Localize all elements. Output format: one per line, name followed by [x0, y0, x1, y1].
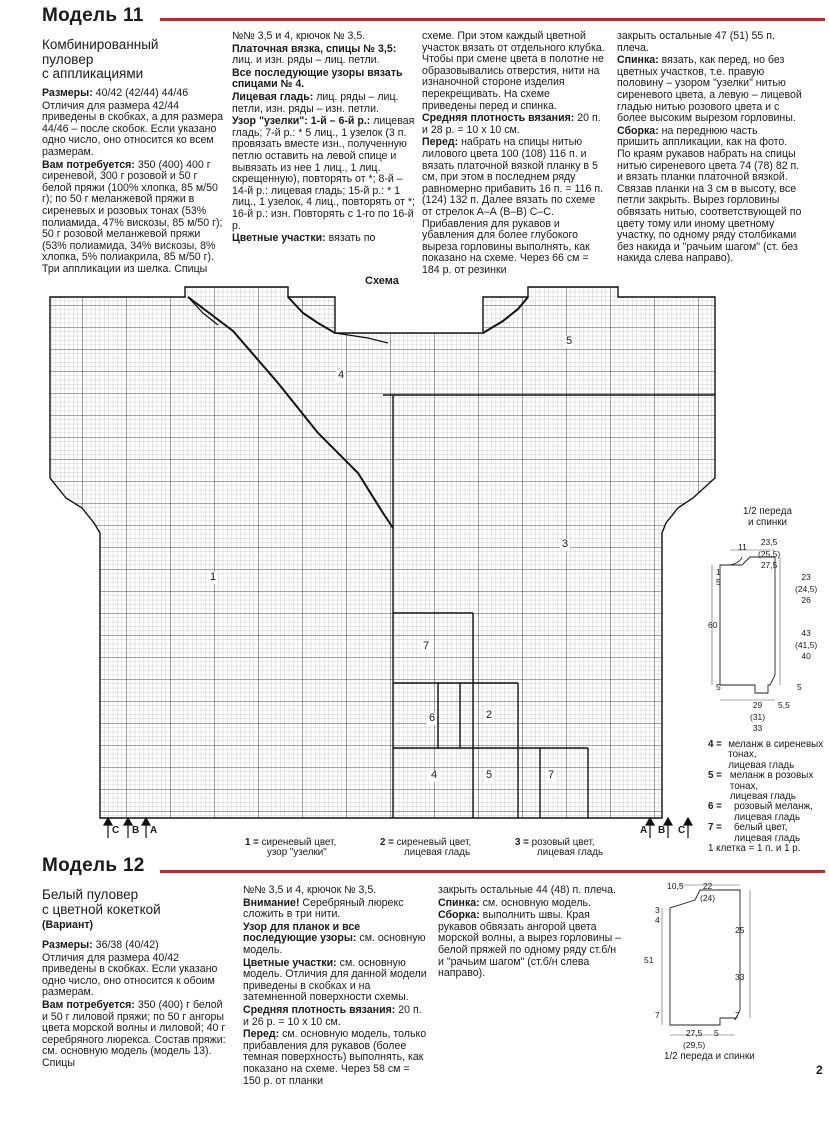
- title-rule-2: [160, 870, 825, 873]
- arrow-label-c-left: C: [112, 825, 120, 836]
- paragraph-text: 20 п. и 26 р. = 10 х 10 см.: [243, 1003, 422, 1028]
- p12-r7: 7: [735, 1010, 740, 1020]
- paragraph-heading: Цветные участки:: [243, 956, 337, 969]
- p11-left-11: 11: [738, 542, 747, 552]
- paragraph: [243, 1029, 428, 1087]
- region-label-4: 4: [338, 369, 345, 381]
- paragraph-heading: Внимание!: [243, 896, 300, 909]
- paragraph-heading: Перед:: [422, 136, 459, 149]
- arrow-label-b-left: B: [132, 825, 140, 836]
- paragraph: [232, 31, 417, 43]
- paragraph-heading: Средняя плотность вязания:: [243, 1003, 396, 1016]
- region-label-2: 2: [486, 709, 493, 721]
- legend-item-2: 2 = сиреневый цвет, лицевая гладь: [380, 837, 472, 859]
- paragraph-text: лиц. ряды – лиц. петли, изн. ряды – изн. петли.: [232, 90, 399, 115]
- paragraph-text: 350 (400) 400 г сиреневой, 300 г розовой и 50 г белой пряжи (100% хлопка, 85 м/50 г); по 50 г меланжевой пряжи в сиреневых и розовых тонах (53% полиамида, 47% вискозы, 85 м/50 г); 50 г розовой меланжевой пряжи (53% полиамида, 34% вискозы, 8% хлопка, 5% полиакрила, 85 м/50 г). Три аппликации из шелка. Спицы: [42, 158, 223, 275]
- model12-col3: [438, 885, 623, 981]
- legend-item-3: 3 = розовый цвет, лицевая гладь: [515, 837, 604, 859]
- region-label-4b: 4: [431, 769, 438, 781]
- model11-col2: [232, 31, 417, 246]
- arrow-label-a-right: A: [640, 825, 648, 836]
- p12-l4: 4: [655, 915, 660, 925]
- paragraph-text: 40/42 (42/44) 44/46: [92, 87, 189, 99]
- paragraph-heading: Вам потребуется:: [42, 158, 135, 171]
- p11-left-5: 5: [716, 577, 721, 587]
- paragraph: [42, 1000, 227, 1070]
- paragraph-heading: Спинка:: [438, 896, 480, 909]
- knitting-chart: [38, 283, 728, 843]
- paragraph: [232, 68, 417, 91]
- paragraph-text: см. основную модель, только прибавления для рукавов (более темная поверхность) выполнять, как показано на схеме. Через 58 см = 150 р. от планки: [243, 1028, 427, 1087]
- paragraph: [617, 126, 802, 265]
- paragraph-text: лиц. и изн. ряды – лиц. петли.: [232, 54, 380, 67]
- pattern11-caption: 1/2 переда и спинки: [743, 506, 792, 528]
- model12-col2: [243, 885, 428, 1088]
- paragraph-text: выполнить швы. Края рукавов обвязать ангорой цвета морской волны, а вырез горловины – белой пряжей по одному ряду ст.б/н и "рачьим шагом" (ст.б/н слева направо).: [438, 909, 622, 980]
- paragraph-text: 20 п. и 28 р. = 10 х 10 см.: [422, 112, 601, 136]
- region-label-3: 3: [562, 538, 569, 550]
- paragraph-heading: Средняя плотность вязания:: [422, 112, 575, 125]
- paragraph-text: Серебряный люрекс сложить в три нити.: [243, 896, 404, 921]
- paragraph-heading: Лицевая гладь:: [232, 90, 314, 103]
- paragraph-text: 36/38 (40/42): [92, 939, 159, 951]
- paragraph: [232, 92, 417, 115]
- arrow-label-a-left: A: [150, 825, 158, 836]
- title-rule: [160, 18, 825, 21]
- paragraph: [243, 898, 428, 921]
- paragraph-heading: Вам потребуется:: [42, 998, 135, 1011]
- paragraph-heading: Сборка:: [438, 909, 480, 922]
- region-label-5: 5: [566, 335, 573, 347]
- paragraph-heading: Узор для планок и все последующие узоры:: [243, 920, 361, 945]
- model12-variant: (Вариант): [42, 919, 94, 931]
- region-label-7b: 7: [548, 769, 555, 781]
- model11-col1: [42, 88, 227, 277]
- paragraph: [243, 1005, 428, 1028]
- model12-col1: [42, 940, 227, 1071]
- paragraph: [617, 55, 802, 125]
- paragraph: [422, 31, 607, 112]
- p11-left-60: 60: [708, 620, 718, 630]
- paragraph-heading: Узор "узелки": 1-й – 6-й р.:: [232, 115, 371, 128]
- pattern12-diagram: [640, 880, 780, 1050]
- paragraph-text: №№ 3,5 и 4, крючок № 3,5.: [243, 884, 377, 896]
- paragraph: [438, 910, 623, 980]
- paragraph: [243, 958, 428, 1004]
- paragraph: [232, 44, 417, 67]
- p11-right-b: 43 (41,5) 40: [795, 628, 818, 662]
- model12-title: Модель 12: [42, 855, 145, 876]
- paragraph: [232, 116, 417, 232]
- paragraph: [422, 137, 607, 276]
- paragraph: [42, 953, 227, 999]
- p12-l3: 3: [655, 905, 660, 915]
- paragraph-heading: Цветные участки:: [232, 232, 326, 245]
- paragraph: [243, 885, 428, 897]
- region-label-1: 1: [210, 571, 217, 583]
- p11-right-a: 23 (24,5) 26: [795, 572, 818, 606]
- paragraph-text: вязать, как перед, но без цветных участков, т.е. правую половину – узором "узелки" нитью сиреневого цвета, а левую – лицевой гладью нитью розового цвета и с более высоким вырезом горловины.: [617, 54, 802, 125]
- p12-top-r: 22 (24): [700, 881, 716, 903]
- p12-top-l: 10,5: [667, 881, 684, 891]
- page-number: 2: [816, 1063, 823, 1077]
- paragraph-heading: Платочная вязка, спицы № 3,5:: [232, 42, 397, 55]
- legend-item-6: 6 = розовый меланж, лицевая гладь: [708, 801, 813, 823]
- paragraph: [438, 885, 623, 897]
- model11-title: Модель 11: [42, 5, 144, 26]
- p11-top-dim: 23,5 (25,5) 27,5: [758, 537, 781, 571]
- paragraph: [42, 160, 227, 276]
- legend-cell-scale: 1 клетка = 1 п. и 1 р.: [708, 843, 801, 855]
- legend-item-1: 1 = сиреневый цвет, узор "узелки": [245, 837, 337, 859]
- region-label-6: 6: [429, 712, 436, 724]
- paragraph-text: схеме. При этом каждый цветной участок вязать от отдельного клубка. Чтобы при смене цвета в полотне не образовывались отверстия, нити на изнаночной стороне изделия перекрещивать. На схеме приведены перед и спинка.: [422, 30, 605, 112]
- p12-l7: 7: [655, 1010, 660, 1020]
- p11-right-5: 5: [797, 682, 802, 692]
- model11-subtitle: Комбинированный пуловер с аппликациями: [42, 37, 159, 81]
- paragraph-heading: Сборка:: [617, 124, 659, 137]
- region-label-7: 7: [423, 640, 430, 652]
- chart-title: Схема: [365, 275, 399, 287]
- paragraph-heading: Размеры:: [42, 939, 93, 951]
- paragraph-heading: Размеры:: [42, 87, 93, 99]
- paragraph: [617, 31, 802, 54]
- p12-l51: 51: [644, 955, 654, 965]
- paragraph: [232, 233, 417, 245]
- region-label-5b: 5: [486, 769, 493, 781]
- paragraph-text: 350 (400) г белой и 50 г лиловой пряжи; по 50 г ангоры цвета морской волны и лиловой; 40 г серебряного люрекса. Состав пряжи: см. основную модель (модель 13). Спицы: [42, 998, 226, 1069]
- paragraph-text: №№ 3,5 и 4, крючок № 3,5.: [232, 30, 366, 42]
- p12-bottom: 27,5 (29,5): [683, 1028, 706, 1050]
- arrow-label-b-right: B: [658, 825, 666, 836]
- paragraph-text: см. основную модель. Отличия для данной модели приведены в скобках и на затемненной поверхности схемы.: [243, 956, 427, 1004]
- paragraph-text: лицевая гладь; 7-й р.: * 5 лиц., 1 узелок (3 п. провязать вместе изн., полученную петлю оставить на левой спице и вывязать из нее 1 лиц., 1 лиц. скрещенную), повторять от *; 8-й – 14-й р.: лицевая гладь; 15-й р.: * 1 лиц., 1 узелок, 4 лиц., повторять от *; 16-й р.: изн. Повторять с 1-го по 16-й р.: [232, 115, 415, 232]
- arrow-label-c-right: C: [678, 825, 686, 836]
- legend-item-4: 4 = меланж в сиреневых тонах, лицевая гладь: [708, 739, 824, 771]
- paragraph: [42, 88, 227, 100]
- p11-bottom-r: 5,5: [778, 700, 790, 710]
- paragraph: [422, 113, 607, 136]
- paragraph-text: на переднюю часть пришить аппликации, как на фото. По краям рукавов набрать на спицы нитью сиреневого цвета 74 (78) 82 п. и вязать планки платочной вязкой. Связав планки на 3 см в высоту, все петли закрыть. Вырез горловины обвязать нитью, соответствующей по цвету тому или иному цветному участку, по одному ряду столбиками без накида и "рачьим шагом" (ст. без накида слева направо).: [617, 124, 802, 265]
- paragraph-text: вязать по: [325, 232, 376, 245]
- pattern12-caption: 1/2 переда и спинки: [664, 1051, 755, 1062]
- paragraph: [42, 101, 227, 159]
- p12-r33: 33: [735, 972, 745, 982]
- paragraph: [438, 898, 623, 910]
- paragraph-text: набрать на спицы нитью лилового цвета 100 (108) 116 п. и вязать платочной вязкой планку в 5 см, при этом в последнем ряду равномерно прибавить 16 п. = 116 п. (124) 132 п. Далее вязать по схеме от стрелок А–А (В–В) С–С. Прибавления для рукавов и убавления для более глубокого выреза горловины выполнять, как показано на схеме. Через 66 см = 184 р. от резинки: [422, 136, 604, 276]
- p12-bottom-r: 5: [714, 1028, 719, 1038]
- model11-col4: [617, 31, 802, 266]
- model12-subtitle: Белый пуловер с цветной кокеткой: [42, 887, 161, 917]
- paragraph: [243, 922, 428, 957]
- legend-right: [708, 740, 826, 854]
- paragraph-text: Отличия для размера 42/44 приведены в скобках, а для размера 44/46 – после скобок. Если указано одно число, оно относится ко всем размерам.: [42, 99, 224, 158]
- legend-item-7: 7 = белый цвет, лицевая гладь: [708, 822, 801, 844]
- p12-r25: 25: [735, 925, 745, 935]
- paragraph-heading: Перед:: [243, 1028, 280, 1041]
- paragraph-heading: Все последующие узоры вязать спицами № 4.: [232, 66, 403, 91]
- paragraph-heading: Спинка:: [617, 54, 659, 67]
- paragraph: [42, 940, 227, 952]
- paragraph-text: см. основную модель.: [243, 932, 426, 956]
- paragraph-text: см. основную модель.: [479, 896, 591, 909]
- legend-item-5: 5 = меланж в розовых тонах, лицевая гладь: [708, 770, 814, 803]
- paragraph-text: Отличия для размера 40/42 приведены в скобках. Если указано одно число, оно относится к обоим размерам.: [42, 951, 218, 999]
- p11-left-5b: 5: [716, 682, 721, 692]
- model11-col3: [422, 31, 607, 277]
- paragraph-text: закрыть остальные 47 (51) 55 п. плеча.: [617, 30, 775, 54]
- p11-left-1: 1: [716, 567, 721, 577]
- paragraph-text: закрыть остальные 44 (48) п. плеча.: [438, 884, 616, 896]
- p11-bottom-dim: 29 (31) 33: [750, 700, 766, 734]
